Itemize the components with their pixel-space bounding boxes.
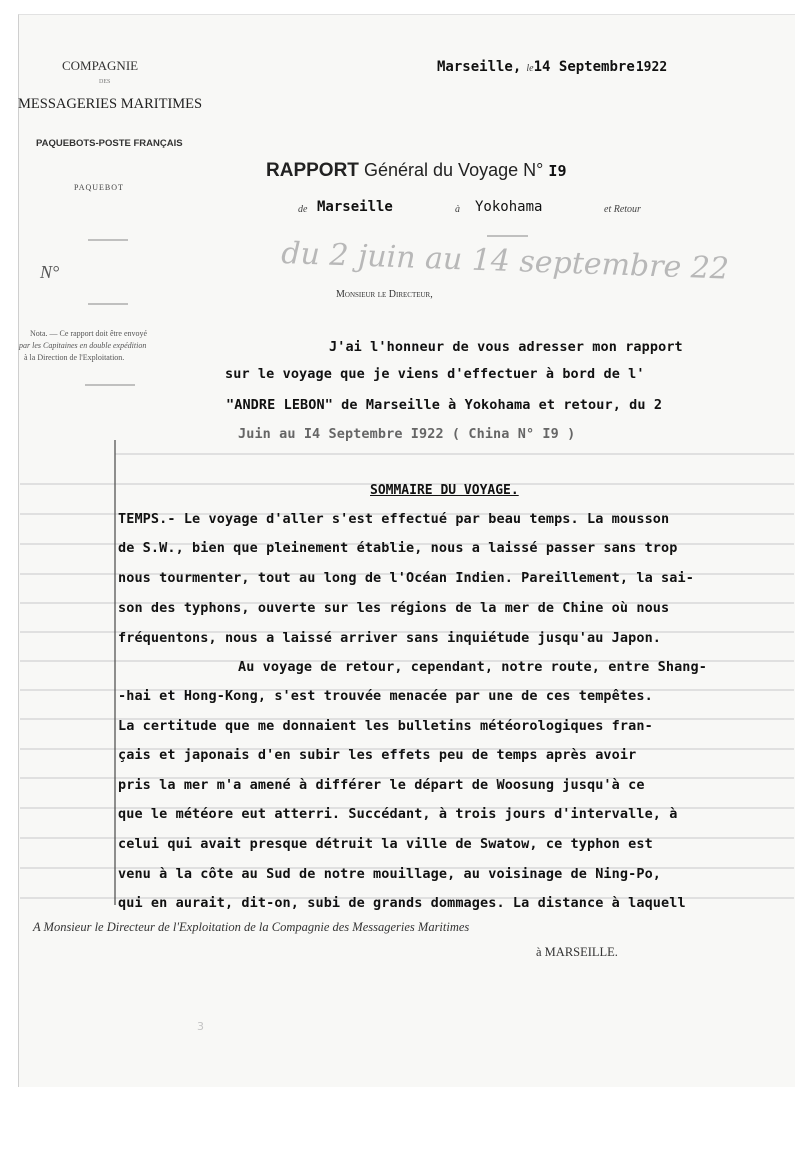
route-et-retour: et Retour — [604, 204, 641, 215]
date-line — [437, 56, 667, 75]
route-from: Marseille — [317, 199, 393, 215]
route-de: de — [298, 204, 308, 215]
date-day-month: 14 Septembre — [533, 59, 635, 75]
body-line: TEMPS.- Le voyage d'aller s'est effectué par beau temps. La mousson — [118, 511, 670, 527]
intro-line-4: Juin au I4 Septembre I922 ( China N° I9 ) — [238, 426, 576, 442]
body-line: de S.W., bien que pleinement établie, nous a laissé passer sans trop — [118, 540, 678, 556]
body-line: venu à la côte au Sud de notre mouillage, au voisinage de Ning-Po, — [118, 866, 662, 882]
date-le: le — [526, 63, 534, 74]
body-line: La certitude que me donnaient les bulletins météorologiques fran- — [118, 718, 653, 734]
report-title — [266, 160, 566, 182]
footer-city: à MARSEILLE. — [536, 945, 618, 959]
intro-line-2: sur le voyage que je viens d'effectuer à bord de l' — [225, 366, 645, 382]
salutation: Monsieur le Directeur, — [336, 289, 433, 300]
route-to: Yokohama — [475, 199, 543, 215]
body-line: çais et japonais d'en subir les effets peu de temps après avoir — [118, 747, 637, 763]
company-line: COMPAGNIE — [62, 58, 139, 73]
body-line: pris la mer m'a amené à différer le départ de Woosung jusqu'à ce — [118, 777, 645, 793]
section-title: SOMMAIRE DU VOYAGE. — [370, 483, 519, 498]
nota-line-3: à la Direction de l'Exploitation. — [24, 353, 125, 362]
body-line: nous tourmenter, tout au long de l'Océan Indien. Pareillement, la sai- — [118, 570, 694, 586]
nota-line-2: par les Capitaines en double expédition — [19, 341, 147, 350]
svg-text:3: 3 — [197, 1020, 204, 1033]
route-a: à — [455, 204, 460, 215]
paquebot-label: PAQUEBOT — [74, 183, 124, 192]
nota-line-1: Nota. — Ce rapport doit être envoyé — [30, 329, 148, 338]
body-line: qui en aurait, dit-on, subi de grands dommages. La distance à laquell — [118, 895, 686, 911]
title-rest: Général du Voyage N° — [364, 160, 544, 180]
body-line: -hai et Hong-Kong, s'est trouvée menacée par une de ces tempêtes. — [118, 688, 653, 704]
number-label: N° — [40, 262, 60, 282]
company-name: MESSAGERIES MARITIMES — [18, 96, 203, 112]
title-rapport: RAPPORT — [266, 160, 359, 181]
handwritten-dates: du 2 juin au 14 septembre 22 — [280, 236, 730, 287]
body-line: que le météore eut atterri. Succédant, à trois jours d'intervalle, à — [118, 806, 678, 822]
company-des: DES — [99, 79, 111, 85]
body-line: son des typhons, ouverte sur les régions de la mer de Chine où nous — [118, 600, 670, 616]
intro-line-3: "ANDRE LEBON" de Marseille à Yokohama et retour, du 2 — [226, 397, 663, 413]
body-line: fréquentons, nous a laissé arriver sans inquiétude jusqu'au Japon. — [118, 630, 662, 646]
intro-line-1: J'ai l'honneur de vous adresser mon rapport — [329, 339, 683, 355]
date-city: Marseille, — [437, 59, 522, 75]
body-line: celui qui avait presque détruit la ville de Swatow, ce typhon est — [118, 836, 653, 852]
paquebots-line: PAQUEBOTS-POSTE FRANÇAIS — [36, 138, 183, 149]
footer-addressee: A Monsieur le Directeur de l'Exploitation de la Compagnie des Messageries Maritimes — [33, 920, 470, 934]
date-year: 1922 — [635, 60, 668, 75]
voyage-number: I9 — [548, 162, 567, 180]
body-line: Au voyage de retour, cependant, notre route, entre Shang- — [238, 659, 707, 675]
